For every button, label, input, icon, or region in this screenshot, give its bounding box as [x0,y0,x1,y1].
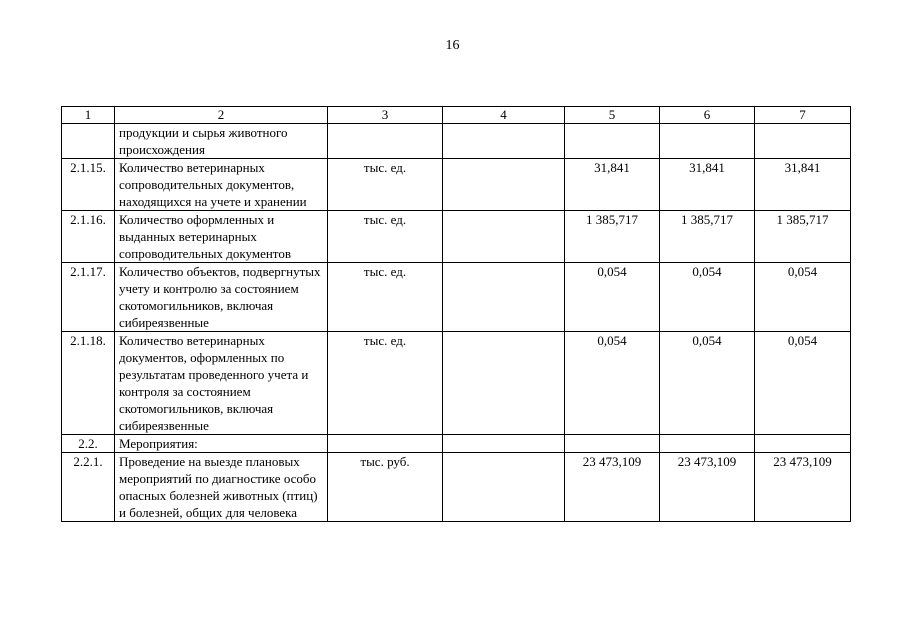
row-value-6-cell [660,435,755,453]
row-value-5-cell: 23 473,109 [565,453,660,522]
header-cell-7: 7 [755,107,851,124]
header-cell-1: 1 [62,107,115,124]
row-unit-cell: тыс. руб. [328,453,443,522]
row-value-7-cell: 0,054 [755,332,851,435]
table-row [62,124,851,159]
page-number: 16 [445,38,460,53]
row-number-cell: 2.1.17. [62,263,115,332]
row-value-5-cell: 1 385,717 [565,211,660,263]
row-value-5-cell: 31,841 [565,159,660,211]
row-value-6-cell: 0,054 [660,263,755,332]
table-row [62,211,851,263]
row-col4-cell [443,435,565,453]
row-number-cell: 2.1.15. [62,159,115,211]
row-number-cell: 2.1.18. [62,332,115,435]
row-value-7-cell: 31,841 [755,159,851,211]
row-value-6-cell [660,124,755,159]
row-value-7-cell [755,435,851,453]
row-unit-cell: тыс. ед. [328,159,443,211]
header-cell-5: 5 [565,107,660,124]
row-value-7-cell [755,124,851,159]
row-name-cell: Количество оформленных и выданных ветеринарных сопроводительных документов [115,211,328,263]
row-unit-cell [328,435,443,453]
row-col4-cell [443,124,565,159]
row-value-6-cell: 31,841 [660,159,755,211]
row-unit-cell: тыс. ед. [328,211,443,263]
header-cell-3: 3 [328,107,443,124]
table-row [62,159,851,211]
row-value-6-cell: 23 473,109 [660,453,755,522]
row-name-cell: Количество ветеринарных документов, оформленных по результатам проведенного учета и контроля за состоянием скотомогильников, включая сибиреязвенные [115,332,328,435]
row-value-7-cell: 0,054 [755,263,851,332]
header-cell-2: 2 [115,107,328,124]
row-value-6-cell: 0,054 [660,332,755,435]
row-value-6-cell: 1 385,717 [660,211,755,263]
row-col4-cell [443,263,565,332]
row-number-cell [62,124,115,159]
row-number-cell: 2.1.16. [62,211,115,263]
row-col4-cell [443,332,565,435]
row-col4-cell [443,453,565,522]
row-value-7-cell: 1 385,717 [755,211,851,263]
table-header-row [62,107,851,124]
row-name-cell: Проведение на выезде плановых мероприятий по диагностике особо опасных болезней животных (птиц) и болезней, общих для человека [115,453,328,522]
row-name-cell: Мероприятия: [115,435,328,453]
row-unit-cell: тыс. ед. [328,263,443,332]
data-table [61,106,851,522]
row-value-7-cell: 23 473,109 [755,453,851,522]
table-row [62,332,851,435]
row-number-cell: 2.2. [62,435,115,453]
header-cell-6: 6 [660,107,755,124]
row-value-5-cell [565,435,660,453]
row-number-cell: 2.2.1. [62,453,115,522]
row-col4-cell [443,211,565,263]
table-row [62,453,851,522]
header-cell-4: 4 [443,107,565,124]
table-row [62,435,851,453]
row-unit-cell [328,124,443,159]
row-value-5-cell [565,124,660,159]
row-value-5-cell: 0,054 [565,263,660,332]
row-col4-cell [443,159,565,211]
row-unit-cell: тыс. ед. [328,332,443,435]
row-name-cell: Количество объектов, подвергнутых учету и контролю за состоянием скотомогильников, включая сибиреязвенные [115,263,328,332]
table-row [62,263,851,332]
row-value-5-cell: 0,054 [565,332,660,435]
row-name-cell: продукции и сырья животного происхождения [115,124,328,159]
row-name-cell: Количество ветеринарных сопроводительных документов, находящихся на учете и хранении [115,159,328,211]
